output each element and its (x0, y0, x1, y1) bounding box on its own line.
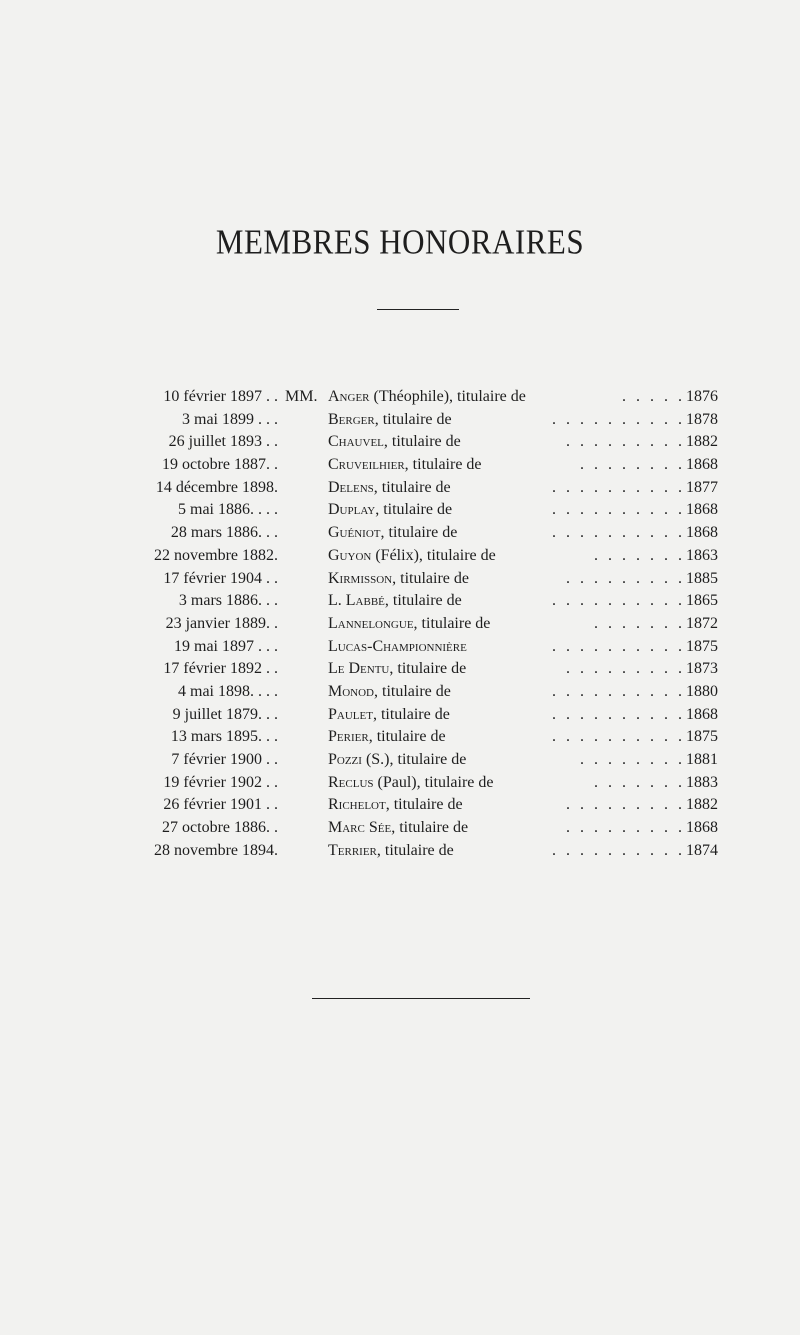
member-row (0, 386, 800, 409)
member-name: Terrier (328, 841, 377, 859)
member-entry (328, 636, 467, 659)
member-entry (328, 840, 454, 863)
member-year: 1876 (686, 388, 718, 405)
member-date: 19 mai 1897 . . . (174, 637, 278, 655)
member-date: 7 février 1900 . . (171, 751, 278, 768)
member-year: 1881 (686, 751, 718, 768)
member-date: 28 mars 1886. . . (170, 524, 278, 542)
member-year: 1873 (686, 660, 718, 678)
member-details: , titulaire de (374, 682, 451, 700)
member-name: Chauvel (328, 433, 384, 451)
member-name: Lannelongue (328, 614, 414, 632)
member-row (0, 568, 800, 591)
member-entry (328, 590, 462, 613)
member-date: 17 février 1892 . . (163, 660, 278, 678)
member-details: , titulaire de (391, 819, 469, 837)
member-entry (328, 409, 452, 432)
member-details: , titulaire de (404, 456, 482, 474)
member-name: Le Dentu (328, 660, 390, 678)
member-date: 26 juillet 1893 . . (168, 433, 278, 451)
member-name: Guyon (328, 546, 372, 564)
member-name: Reclus (328, 773, 374, 791)
leader-dots: . . . . . . . . (580, 751, 685, 768)
member-details: (S.), titulaire de (361, 751, 467, 768)
member-year: 1883 (686, 773, 718, 791)
member-row (0, 726, 800, 749)
member-name: Perier (328, 728, 369, 746)
member-row (0, 499, 800, 522)
member-entry (328, 545, 496, 568)
member-entry (328, 522, 457, 545)
page-title: MEMBRES HONORAIRES (215, 222, 585, 262)
leader-dots: . . . . . . . . . (566, 796, 685, 814)
member-date: 28 novembre 1894. (154, 841, 278, 859)
member-details: , titulaire de (372, 705, 450, 723)
member-year: 1880 (686, 682, 718, 700)
member-entry (328, 794, 463, 817)
closing-rule (312, 998, 530, 999)
leader-dots: . . . . . . . . . . (552, 592, 685, 610)
member-name: Cruveilhier (328, 456, 405, 474)
leader-dots: . . . . . . . . . . (552, 841, 685, 859)
member-details: , titulaire de (374, 410, 452, 428)
member-name: Richelot (328, 796, 386, 814)
member-date: 9 juillet 1879. . . (172, 705, 278, 723)
member-entry (328, 681, 451, 704)
member-name: Monod (328, 682, 375, 700)
member-date: 19 février 1902 . . (163, 773, 278, 791)
leader-dots: . . . . . . . (594, 773, 685, 791)
member-row (0, 613, 800, 636)
member-list (0, 386, 800, 862)
member-details: , titulaire de (373, 478, 451, 496)
leader-dots: . . . . . (622, 388, 685, 405)
member-row (0, 477, 800, 500)
member-row (0, 794, 800, 817)
member-details: (Félix), titulaire de (371, 546, 496, 564)
member-year: 1882 (686, 433, 718, 451)
member-date: 23 janvier 1889. . (165, 614, 278, 632)
member-name: Paulet (328, 705, 373, 723)
member-row (0, 749, 800, 772)
member-details: , titulaire de (385, 796, 463, 814)
member-name: Lucas-Championnière (328, 637, 467, 655)
member-date: 19 octobre 1887. . (162, 456, 278, 474)
member-row (0, 454, 800, 477)
member-date: 3 mai 1899 . . . (182, 410, 278, 428)
leader-dots: . . . . . . . . . . (552, 524, 685, 542)
member-date: 5 mai 1886. . . . (178, 501, 278, 519)
member-entry (328, 658, 466, 681)
member-year: 1868 (686, 456, 718, 474)
member-year: 1865 (686, 592, 718, 610)
honorific-prefix: MM. (285, 388, 318, 405)
member-entry (328, 499, 452, 522)
member-row (0, 658, 800, 681)
leader-dots: . . . . . . . . . . (552, 728, 685, 746)
member-year: 1878 (686, 410, 718, 428)
member-name: Berger (328, 410, 375, 428)
member-name: Delens (328, 478, 374, 496)
member-details: , titulaire de (375, 501, 453, 519)
member-entry (328, 431, 461, 454)
leader-dots: . . . . . . . . . . (552, 478, 685, 496)
leader-dots: . . . . . . . . . (566, 819, 685, 837)
member-date: 10 février 1897 . . (163, 388, 278, 405)
member-year: 1868 (686, 501, 718, 519)
member-row (0, 704, 800, 727)
member-details: , titulaire de (389, 660, 467, 678)
member-entry (328, 817, 468, 840)
member-date: 13 mars 1895. . . (170, 728, 278, 746)
member-date: 4 mai 1898. . . . (178, 682, 278, 700)
member-year: 1885 (686, 569, 718, 587)
member-details: , titulaire de (384, 592, 462, 610)
member-details: , titulaire de (383, 433, 461, 451)
member-name: Anger (328, 388, 370, 405)
member-date: 27 octobre 1886. . (162, 819, 278, 837)
leader-dots: . . . . . . . . (580, 456, 685, 474)
leader-dots: . . . . . . . . . . (552, 682, 685, 700)
member-row (0, 409, 800, 432)
leader-dots: . . . . . . . . . (566, 569, 685, 587)
member-details: , titulaire de (376, 841, 454, 859)
member-details: , titulaire de (392, 569, 469, 587)
member-date: 3 mars 1886. . . (178, 592, 278, 610)
leader-dots: . . . . . . . (594, 546, 685, 564)
member-row (0, 545, 800, 568)
member-name: Guéniot (328, 524, 381, 542)
member-year: 1863 (686, 546, 718, 564)
member-name: Duplay (328, 501, 376, 519)
leader-dots: . . . . . . . . . (566, 433, 685, 451)
member-row (0, 681, 800, 704)
member-name: L. Labbé (328, 592, 385, 610)
member-year: 1868 (686, 819, 718, 837)
leader-dots: . . . . . . . (594, 614, 685, 632)
member-details: , titulaire de (368, 728, 446, 746)
member-year: 1882 (686, 796, 718, 814)
member-row (0, 636, 800, 659)
member-row (0, 817, 800, 840)
member-entry (328, 613, 490, 636)
member-date: 17 février 1904 . . (163, 569, 278, 587)
member-year: 1868 (686, 524, 718, 542)
leader-dots: . . . . . . . . . . (552, 637, 685, 655)
member-entry (328, 386, 526, 409)
member-entry (328, 704, 450, 727)
leader-dots: . . . . . . . . . . (552, 410, 685, 428)
member-row (0, 590, 800, 613)
member-entry (328, 568, 469, 591)
member-year: 1872 (686, 614, 718, 632)
member-details: (Théophile), titulaire de (369, 388, 526, 405)
member-year: 1874 (686, 841, 718, 859)
member-year: 1877 (686, 478, 718, 496)
member-year: 1875 (686, 728, 718, 746)
member-year: 1868 (686, 705, 718, 723)
member-name: Marc Sée (328, 819, 392, 837)
member-entry (328, 454, 482, 477)
member-name: Pozzi (328, 751, 362, 768)
member-entry (328, 477, 451, 500)
leader-dots: . . . . . . . . . (566, 660, 685, 678)
member-row (0, 431, 800, 454)
member-year: 1875 (686, 637, 718, 655)
member-row (0, 772, 800, 795)
member-details: , titulaire de (413, 614, 491, 632)
member-date: 26 février 1901 . . (163, 796, 278, 814)
member-entry (328, 749, 466, 772)
member-date: 14 décembre 1898. (155, 478, 278, 496)
leader-dots: . . . . . . . . . . (552, 705, 685, 723)
member-row (0, 840, 800, 863)
member-date: 22 novembre 1882. (154, 546, 278, 564)
leader-dots: . . . . . . . . . . (552, 501, 685, 519)
member-details: , titulaire de (380, 524, 458, 542)
member-entry (328, 726, 446, 749)
title-rule (377, 309, 459, 310)
member-details: (Paul), titulaire de (373, 773, 494, 791)
member-name: Kirmisson (328, 569, 393, 587)
member-row (0, 522, 800, 545)
member-entry (328, 772, 493, 795)
